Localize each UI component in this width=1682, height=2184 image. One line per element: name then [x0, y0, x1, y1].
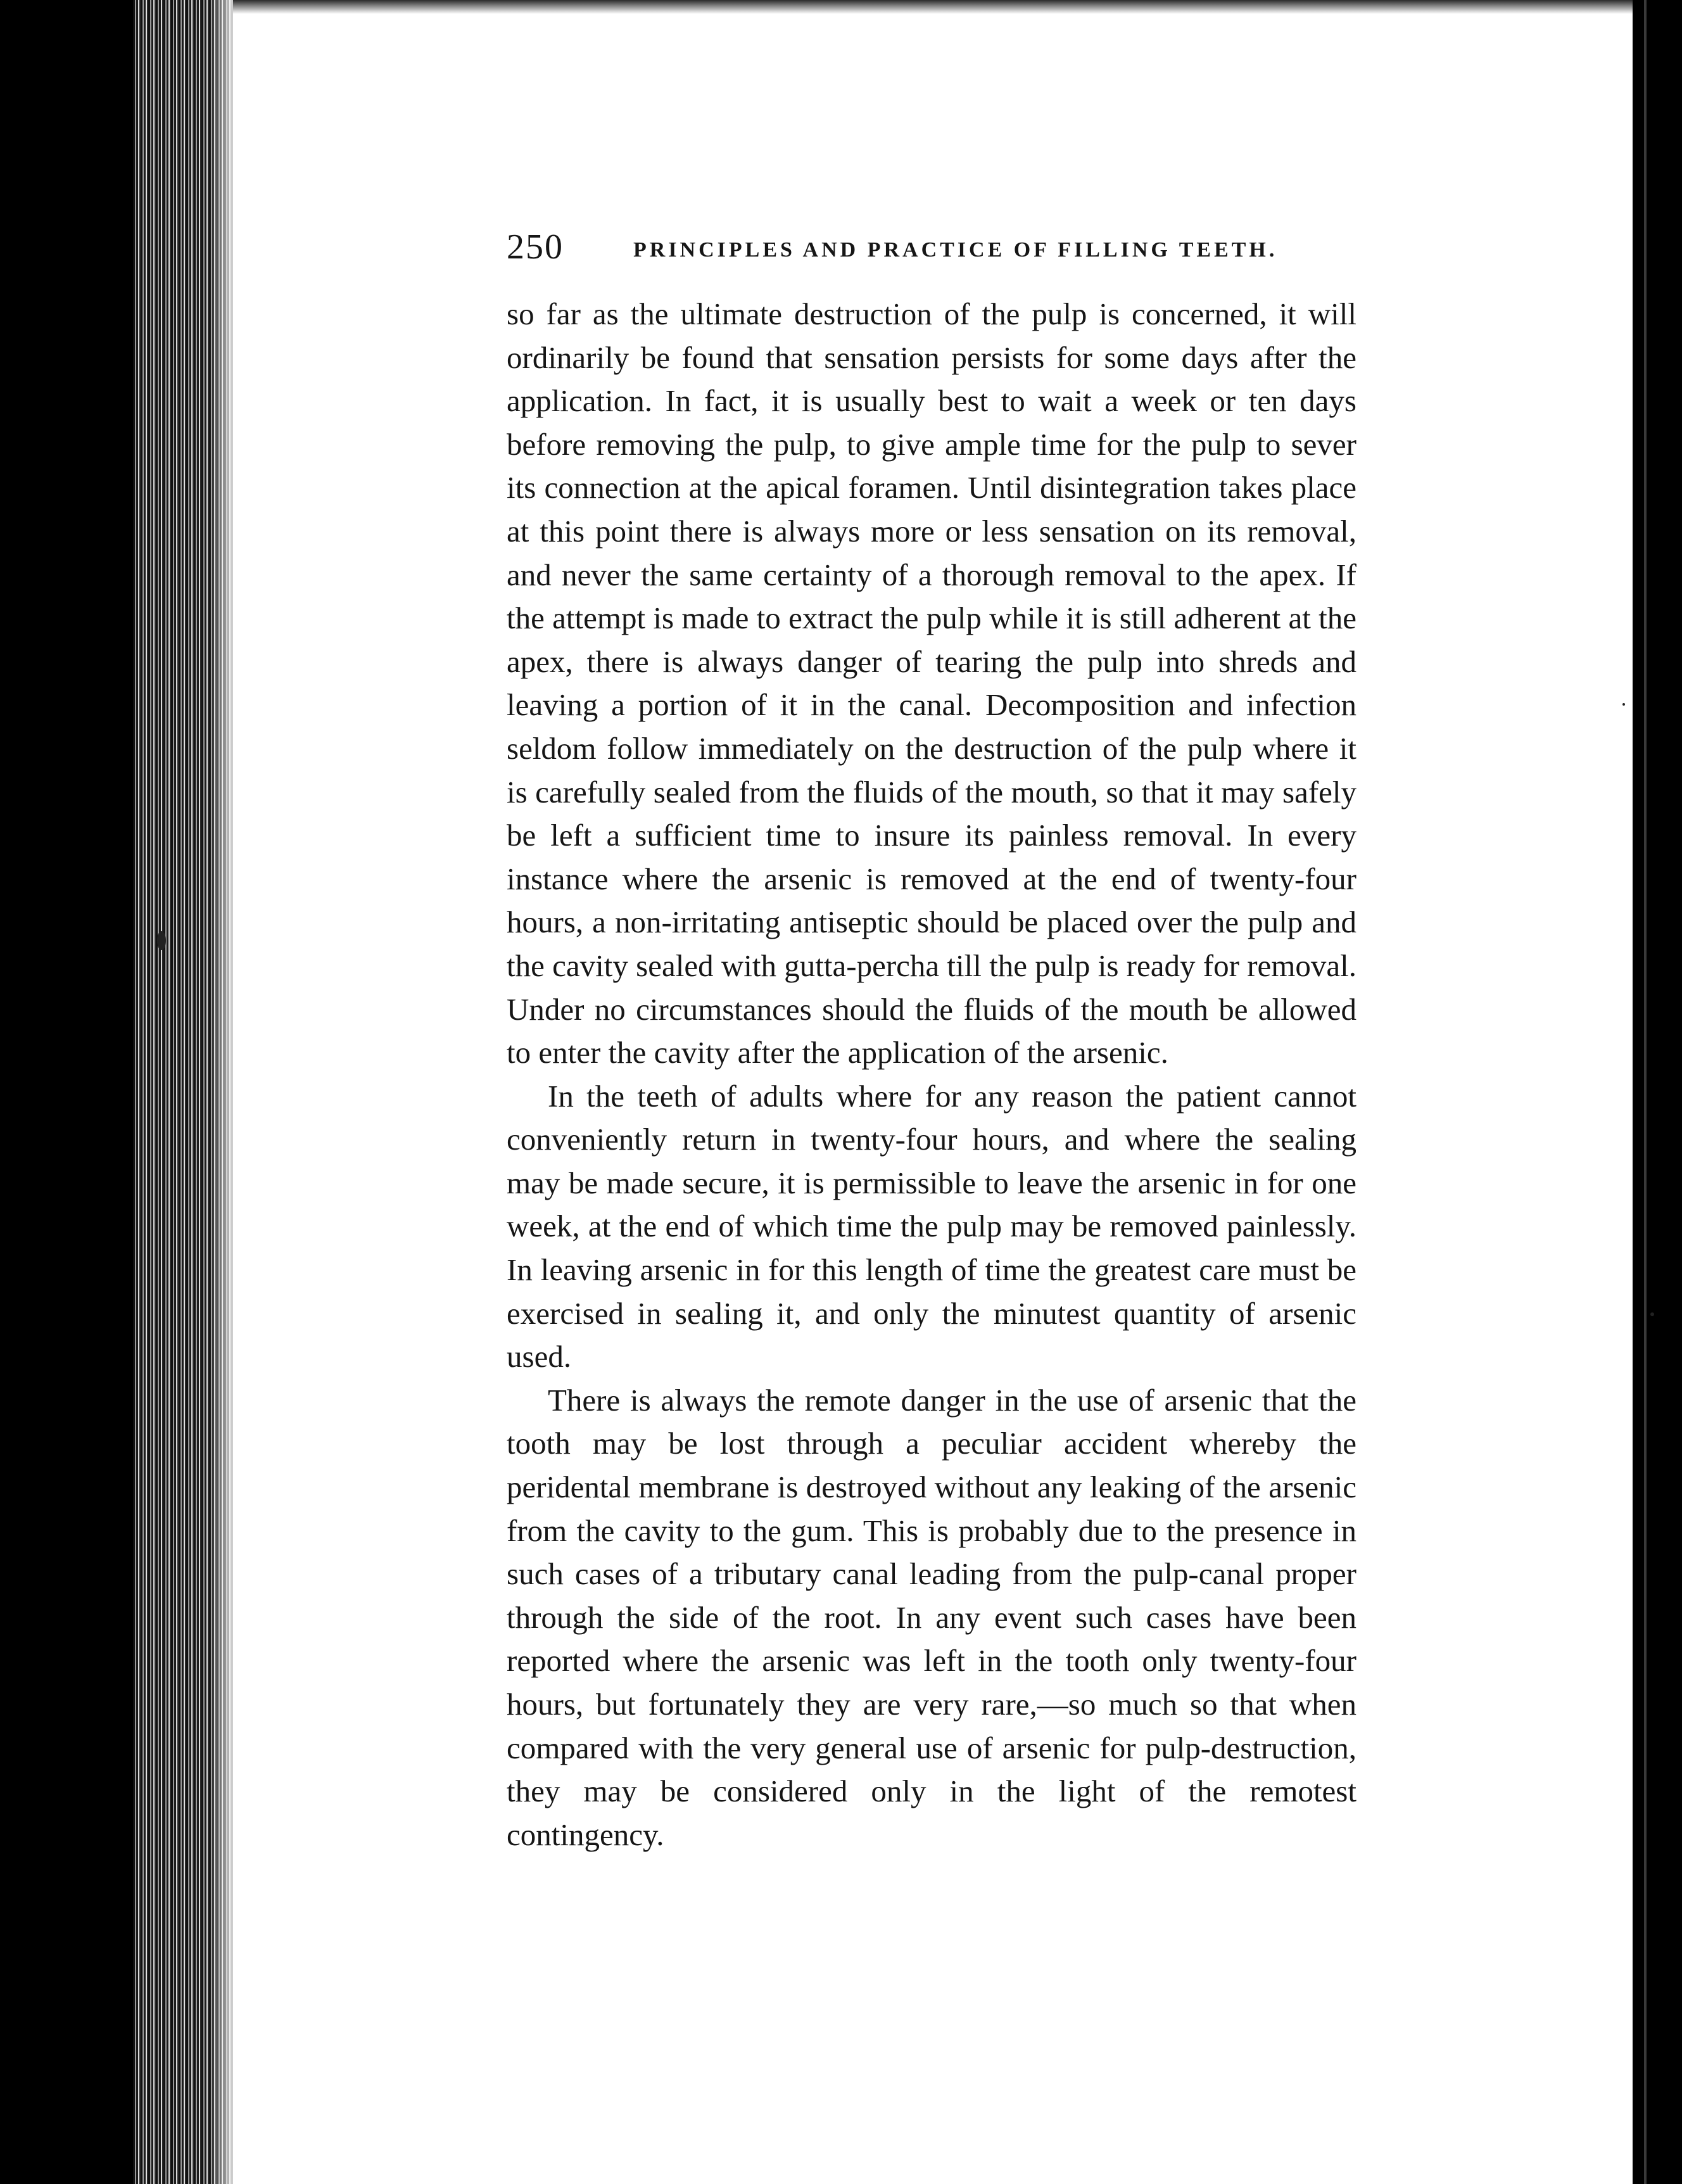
scan-speck [157, 931, 166, 950]
page-edge-shading [209, 0, 234, 2184]
page-number: 250 [507, 227, 564, 267]
paragraph: In the teeth of adults where for any reason the patient cannot conveniently return in twenty-four hours, and where the sealing may be made secure, it is permissible to leave the arsenic in for one week, at the end of which time the pulp may be removed painlessly. In leaving arsenic in for this length of time the greatest care must be exercised in sealing it, and only the minutest quantity of arsenic used. [507, 1078, 1356, 1375]
body-text [507, 293, 1356, 1857]
running-title: PRINCIPLES AND PRACTICE OF FILLING TEETH. [633, 238, 1278, 262]
scan-speck [1622, 703, 1625, 706]
paragraph: There is always the remote danger in the use of arsenic that the tooth may be lost through a peculiar accident whereby the peridental membrane is destroyed without any leaking of the arsenic from the cavity to the gum. This is probably due to the presence in such cases of a tributary canal leading from the pulp-canal proper through the side of the root. In any event such cases have been reported where the arsenic was left in the tooth only twenty-four hours, but fortunately they are very rare,—so much so that when compared with the very general use of arsenic for pulp-destruction, they may be considered only in the light of the remotest contingency. [507, 1382, 1356, 1852]
facing-page-edge [1644, 0, 1647, 2184]
right-gutter [1633, 0, 1682, 2184]
scan-speck [1650, 1312, 1654, 1316]
paragraph: so far as the ultimate destruction of the pulp is concerned, it will ordinarily be found that sensation persists for some days after the application. In fact, it is usually best to wait a week or ten days before removing the pulp, to give ample time for the pulp to sever its connection at the apical foramen. Until disintegration takes place at this point there is always more or less sensation on its removal, and never the same certainty of a thorough removal to the apex. If the attempt is made to extract the pulp while it is still adherent at the apex, there is always danger of tearing the pulp into shreds and leaving a portion of it in the canal. Decomposition and infection seldom follow immediately on the destruction of the pulp where it is carefully sealed from the fluids of the mouth, so that it may safely be left a sufficient time to insure its painless removal. In every instance where the arsenic is removed at the end of twenty-four hours, a non-irritating antiseptic should be placed over the pulp and the cavity sealed with gutta-percha till the pulp is ready for removal. Under no circumstances should the fluids of the mouth be allowed to enter the cavity after the application of the arsenic. [507, 296, 1356, 1070]
top-edge-shadow [233, 0, 1633, 14]
running-head [507, 222, 1355, 272]
